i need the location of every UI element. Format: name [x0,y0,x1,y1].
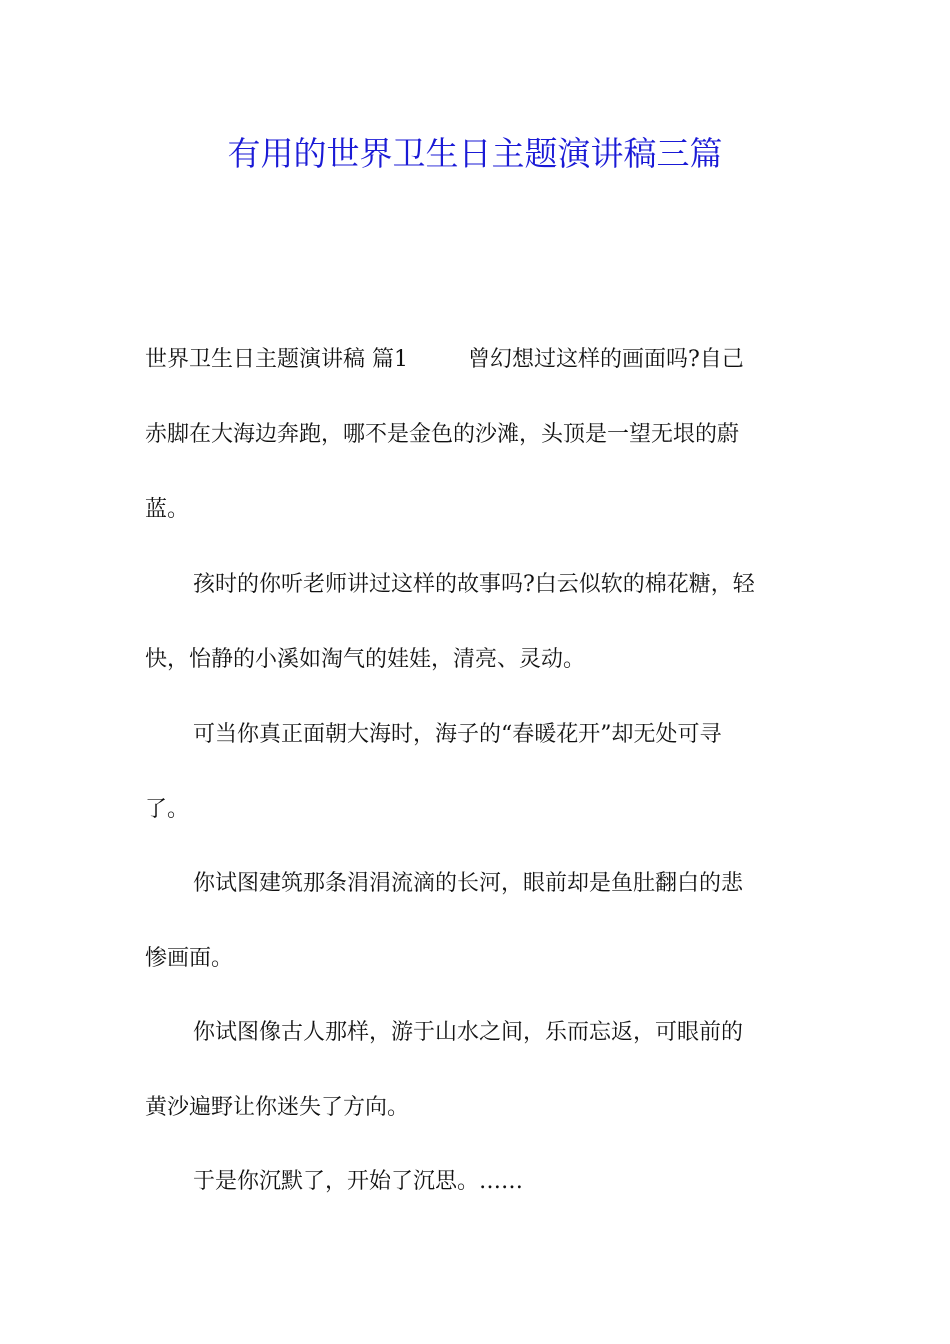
paragraph-line: 了。 [145,797,190,822]
paragraph-line: 黄沙遍野让你迷失了方向。 [145,1095,410,1120]
paragraph-line: 赤脚在大海边奔跑，哪不是金色的沙滩，头顶是一望无垠的蔚 [145,422,740,447]
paragraph-text: 曾幻想过这样的画面吗?自己 [468,347,744,372]
section-heading: 世界卫生日主题演讲稿 篇1 [145,347,408,372]
paragraph-line: 快，怡静的小溪如淘气的娃娃，清亮、灵动。 [145,647,586,672]
paragraph-line: 蓝。 [145,497,190,522]
paragraph-line: 于是你沉默了，开始了沉思。…… [193,1169,524,1194]
paragraph-line: 你试图像古人那样，游于山水之间，乐而忘返，可眼前的 [193,1020,744,1045]
paragraph-line: 惨画面。 [145,946,234,971]
paragraph-line [145,345,744,375]
paragraph-line: 你试图建筑那条涓涓流滴的长河，眼前却是鱼肚翻白的悲 [193,871,744,896]
paragraph-line: 孩时的你听老师讲过这样的故事吗?白云似软的棉花糖，轻 [193,572,755,597]
page-title: 有用的世界卫生日主题演讲稿三篇 [227,134,723,173]
paragraph-line: 可当你真正面朝大海时，海子的“春暖花开”却无处可寻 [193,722,722,747]
